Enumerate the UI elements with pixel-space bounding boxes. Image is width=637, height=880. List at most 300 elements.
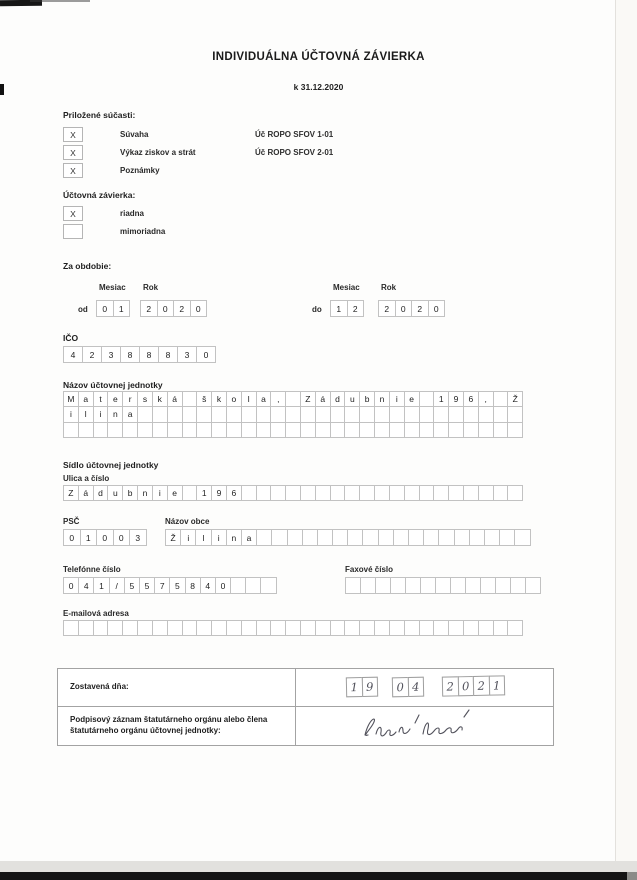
char-cell: a — [241, 529, 257, 546]
char-cell — [167, 620, 183, 636]
char-cell — [245, 577, 261, 594]
char-cell: l — [78, 406, 94, 422]
char-cell: d — [330, 391, 346, 407]
checkbox-vykaz — [63, 145, 83, 160]
char-cell: 8 — [185, 577, 201, 594]
period-from-month-label: Mesiac — [99, 283, 126, 292]
char-cell: 1 — [196, 485, 212, 501]
char-cell — [514, 529, 530, 546]
attachments-heading: Priložené súčasti: — [63, 110, 136, 120]
street-cells — [63, 485, 523, 501]
char-cell — [478, 620, 494, 636]
char-cell — [211, 422, 227, 438]
char-cell: l — [195, 529, 211, 546]
char-cell — [315, 422, 331, 438]
street-label: Ulica a číslo — [63, 474, 110, 483]
char-cell: , — [478, 391, 494, 407]
compiled-date-label: Zostavená dňa: — [58, 669, 296, 706]
char-cell — [359, 406, 375, 422]
char-cell — [93, 422, 109, 438]
char-cell — [495, 577, 511, 594]
char-cell — [270, 620, 286, 636]
char-cell: a — [122, 406, 138, 422]
char-cell — [389, 485, 405, 501]
char-cell — [344, 406, 360, 422]
char-cell — [389, 422, 405, 438]
char-cell — [270, 422, 286, 438]
char-cell — [448, 485, 464, 501]
char-cell — [167, 422, 183, 438]
char-cell — [344, 485, 360, 501]
char-cell: n — [226, 529, 242, 546]
char-cell — [300, 406, 316, 422]
ico-cells — [63, 346, 216, 363]
char-cell: 2 — [473, 676, 490, 696]
char-cell: 0 — [215, 577, 231, 594]
char-cell: i — [389, 391, 405, 407]
char-cell: 1 — [330, 300, 348, 317]
char-cell — [493, 422, 509, 438]
checkbox-mimoriadna — [63, 224, 83, 239]
char-cell: 8 — [120, 346, 140, 363]
char-cell — [137, 422, 153, 438]
char-cell — [374, 485, 390, 501]
char-cell: 1 — [433, 391, 449, 407]
footer-table — [57, 668, 554, 746]
char-cell — [122, 422, 138, 438]
char-cell — [469, 529, 485, 546]
entity-name-row-1 — [63, 391, 523, 407]
char-cell — [393, 529, 409, 546]
checkbox-poznamky — [63, 163, 83, 178]
char-cell — [285, 620, 301, 636]
char-cell — [374, 422, 390, 438]
char-cell: 0 — [113, 529, 131, 546]
period-to-year-label: Rok — [381, 283, 397, 292]
char-cell: 0 — [395, 300, 413, 317]
entity-name-grid — [63, 391, 523, 438]
period-to-year-cells — [378, 300, 445, 317]
char-cell — [420, 577, 436, 594]
char-cell: 0 — [196, 346, 216, 363]
char-cell — [63, 620, 79, 636]
char-cell — [317, 529, 333, 546]
char-cell — [152, 422, 168, 438]
char-cell: 5 — [169, 577, 185, 594]
char-cell: 2 — [442, 676, 459, 696]
char-cell: 6 — [226, 485, 242, 501]
char-cell — [359, 422, 375, 438]
char-cell — [389, 620, 405, 636]
char-cell: l — [241, 391, 257, 407]
char-cell: k — [211, 391, 227, 407]
char-cell: 6 — [463, 391, 479, 407]
char-cell — [484, 529, 500, 546]
char-cell — [405, 577, 421, 594]
char-cell: 2 — [378, 300, 396, 317]
char-cell — [167, 406, 183, 422]
char-cell: 2 — [173, 300, 191, 317]
char-cell — [300, 422, 316, 438]
attachment-code-suvaha: Úč ROPO SFOV 1-01 — [255, 130, 334, 139]
char-cell — [448, 406, 464, 422]
paper-right-margin — [616, 0, 637, 880]
char-cell — [182, 422, 198, 438]
char-cell: k — [152, 391, 168, 407]
char-cell: a — [78, 391, 94, 407]
compiled-day-cells — [346, 677, 378, 698]
char-cell — [419, 485, 435, 501]
char-cell: e — [107, 391, 123, 407]
char-cell: 4 — [407, 677, 424, 697]
char-cell — [302, 529, 318, 546]
char-cell: 0 — [157, 300, 175, 317]
char-cell — [419, 620, 435, 636]
scan-smudge-top — [30, 0, 90, 2]
entity-name-row-2 — [63, 406, 523, 422]
period-to-month-cells — [330, 300, 364, 317]
char-cell — [448, 422, 464, 438]
char-cell — [374, 620, 390, 636]
char-cell: 2 — [140, 300, 158, 317]
char-cell — [270, 485, 286, 501]
char-cell — [285, 485, 301, 501]
char-cell: 0 — [96, 300, 114, 317]
char-cell: á — [315, 391, 331, 407]
char-cell: Z — [300, 391, 316, 407]
char-cell — [211, 406, 227, 422]
char-cell: 1 — [93, 577, 109, 594]
char-cell — [260, 577, 276, 594]
char-cell — [423, 529, 439, 546]
char-cell: á — [167, 391, 183, 407]
char-cell — [419, 406, 435, 422]
char-cell — [152, 620, 168, 636]
char-cell: i — [180, 529, 196, 546]
char-cell — [463, 422, 479, 438]
char-cell: u — [344, 391, 360, 407]
char-cell: u — [107, 485, 123, 501]
char-cell: 1 — [488, 675, 505, 695]
char-cell — [287, 529, 303, 546]
char-cell: 1 — [80, 529, 98, 546]
char-cell — [226, 406, 242, 422]
char-cell — [419, 391, 435, 407]
char-cell — [448, 620, 464, 636]
attachment-label-poznamky: Poznámky — [120, 166, 160, 175]
char-cell — [256, 422, 272, 438]
char-cell: š — [196, 391, 212, 407]
char-cell: 4 — [200, 577, 216, 594]
period-from-label: od — [78, 305, 88, 314]
char-cell — [241, 620, 257, 636]
char-cell — [230, 577, 246, 594]
char-cell — [507, 422, 523, 438]
char-cell — [433, 620, 449, 636]
period-to-month-label: Mesiac — [333, 283, 360, 292]
char-cell — [241, 485, 257, 501]
char-cell — [330, 620, 346, 636]
char-cell — [107, 422, 123, 438]
checkbox-mark: X — [70, 208, 76, 219]
signature-label: Podpisový záznam štatutárneho orgánu alebo člena štatutárneho orgánu účtovnej jednotky: — [58, 707, 296, 745]
char-cell: 9 — [448, 391, 464, 407]
char-cell — [507, 406, 523, 422]
char-cell — [256, 620, 272, 636]
checkbox-riadna — [63, 206, 83, 221]
char-cell — [344, 620, 360, 636]
ico-label: IČO — [63, 333, 79, 343]
scan-black-bar-bottom — [0, 872, 627, 880]
city-label: Názov obce — [165, 517, 210, 526]
char-cell: i — [63, 406, 79, 422]
char-cell — [433, 422, 449, 438]
period-from-year-cells — [140, 300, 207, 317]
char-cell — [285, 391, 301, 407]
char-cell — [315, 406, 331, 422]
char-cell — [332, 529, 348, 546]
char-cell — [433, 485, 449, 501]
char-cell — [315, 485, 331, 501]
char-cell: i — [211, 529, 227, 546]
statement-type-label-riadna: riadna — [120, 209, 145, 218]
char-cell — [408, 529, 424, 546]
char-cell — [241, 406, 257, 422]
char-cell — [480, 577, 496, 594]
char-cell: a — [256, 391, 272, 407]
char-cell — [359, 485, 375, 501]
char-cell — [347, 529, 363, 546]
char-cell: Ž — [507, 391, 523, 407]
char-cell: 8 — [139, 346, 159, 363]
char-cell — [360, 577, 376, 594]
char-cell — [359, 620, 375, 636]
period-heading: Za obdobie: — [63, 261, 112, 271]
char-cell: r — [122, 391, 138, 407]
char-cell — [374, 406, 390, 422]
char-cell — [450, 577, 466, 594]
char-cell: 1 — [113, 300, 131, 317]
char-cell: á — [78, 485, 94, 501]
char-cell — [330, 406, 346, 422]
char-cell — [182, 406, 198, 422]
char-cell: 7 — [154, 577, 170, 594]
char-cell — [465, 577, 481, 594]
char-cell — [300, 485, 316, 501]
char-cell — [435, 577, 451, 594]
char-cell: 4 — [63, 346, 83, 363]
char-cell — [499, 529, 515, 546]
footer-row-signature — [58, 706, 553, 745]
char-cell — [226, 620, 242, 636]
zip-cells — [63, 529, 147, 546]
char-cell: 0 — [428, 300, 446, 317]
char-cell — [525, 577, 541, 594]
char-cell: 5 — [124, 577, 140, 594]
char-cell — [256, 529, 272, 546]
char-cell: e — [167, 485, 183, 501]
char-cell — [78, 620, 94, 636]
char-cell: 5 — [139, 577, 155, 594]
char-cell — [137, 620, 153, 636]
char-cell — [330, 485, 346, 501]
email-label: E-mailová adresa — [63, 609, 129, 618]
char-cell: 9 — [211, 485, 227, 501]
char-cell — [182, 620, 198, 636]
attachment-label-vykaz: Výkaz ziskov a strát — [120, 148, 196, 157]
email-cells — [63, 620, 523, 636]
char-cell — [419, 422, 435, 438]
char-cell: d — [93, 485, 109, 501]
char-cell: 2 — [347, 300, 365, 317]
statement-type-heading: Účtovná závierka: — [63, 190, 136, 200]
char-cell — [107, 620, 123, 636]
char-cell — [315, 620, 331, 636]
char-cell — [344, 422, 360, 438]
char-cell — [345, 577, 361, 594]
char-cell — [78, 422, 94, 438]
char-cell — [271, 529, 287, 546]
char-cell — [330, 422, 346, 438]
char-cell — [122, 620, 138, 636]
phone-label: Telefónne číslo — [63, 565, 121, 574]
char-cell — [478, 406, 494, 422]
char-cell — [285, 422, 301, 438]
checkbox-suvaha — [63, 127, 83, 142]
document-title: INDIVIDUÁLNA ÚČTOVNÁ ZÁVIERKA — [212, 51, 425, 63]
entity-name-row-3 — [63, 422, 523, 438]
char-cell — [493, 391, 509, 407]
char-cell: / — [109, 577, 125, 594]
footer-row-compiled — [58, 669, 553, 706]
char-cell — [507, 485, 523, 501]
period-to-label: do — [312, 305, 322, 314]
char-cell — [404, 620, 420, 636]
char-cell — [63, 422, 79, 438]
period-from-month-cells — [96, 300, 130, 317]
char-cell: o — [226, 391, 242, 407]
checkbox-mark: X — [70, 147, 76, 158]
char-cell: 0 — [190, 300, 208, 317]
char-cell: 3 — [177, 346, 197, 363]
char-cell — [256, 485, 272, 501]
char-cell: t — [93, 391, 109, 407]
char-cell — [493, 620, 509, 636]
char-cell — [463, 406, 479, 422]
char-cell — [510, 577, 526, 594]
char-cell — [389, 406, 405, 422]
char-cell: 0 — [63, 577, 79, 594]
char-cell — [378, 529, 394, 546]
char-cell: 0 — [457, 676, 474, 696]
signature-cell — [296, 707, 553, 745]
statement-type-label-mimoriadna: mimoriadna — [120, 227, 166, 236]
compiled-month-cells — [392, 677, 424, 698]
char-cell — [362, 529, 378, 546]
char-cell — [404, 406, 420, 422]
char-cell — [241, 422, 257, 438]
char-cell — [226, 422, 242, 438]
char-cell — [404, 422, 420, 438]
char-cell: i — [152, 485, 168, 501]
char-cell — [463, 620, 479, 636]
attachment-code-vykaz: Úč ROPO SFOV 2-01 — [255, 148, 334, 157]
char-cell: , — [270, 391, 286, 407]
char-cell: 0 — [96, 529, 114, 546]
char-cell — [256, 406, 272, 422]
compiled-date-cell — [296, 669, 553, 706]
char-cell: e — [404, 391, 420, 407]
char-cell: i — [93, 406, 109, 422]
char-cell — [285, 406, 301, 422]
compiled-year-cells — [442, 675, 505, 696]
phone-cells — [63, 577, 277, 594]
char-cell — [507, 620, 523, 636]
checkbox-mark: X — [70, 165, 76, 176]
char-cell — [478, 485, 494, 501]
char-cell: 9 — [361, 677, 378, 697]
char-cell — [137, 406, 153, 422]
zip-label: PSČ — [63, 517, 80, 526]
char-cell — [182, 391, 198, 407]
char-cell: 2 — [82, 346, 102, 363]
char-cell: 8 — [158, 346, 178, 363]
char-cell: M — [63, 391, 79, 407]
char-cell: n — [107, 406, 123, 422]
char-cell — [182, 485, 198, 501]
char-cell — [493, 485, 509, 501]
char-cell: n — [374, 391, 390, 407]
char-cell — [270, 406, 286, 422]
char-cell: s — [137, 391, 153, 407]
char-cell: b — [359, 391, 375, 407]
scan-black-bar-end — [627, 872, 637, 880]
char-cell — [493, 406, 509, 422]
char-cell: n — [137, 485, 153, 501]
char-cell — [152, 406, 168, 422]
char-cell — [93, 620, 109, 636]
char-cell — [438, 529, 454, 546]
char-cell — [300, 620, 316, 636]
entity-name-label: Názov účtovnej jednotky — [63, 380, 163, 390]
checkbox-mark: X — [70, 129, 76, 140]
char-cell: 2 — [411, 300, 429, 317]
fax-cells — [345, 577, 541, 594]
char-cell — [211, 620, 227, 636]
document-date-line: k 31.12.2020 — [293, 82, 344, 92]
char-cell — [196, 406, 212, 422]
char-cell: Ž — [165, 529, 181, 546]
char-cell — [463, 485, 479, 501]
paper-right-edge — [615, 0, 616, 880]
fax-label: Faxové číslo — [345, 565, 394, 574]
address-heading: Sídlo účtovnej jednotky — [63, 460, 159, 470]
char-cell — [390, 577, 406, 594]
char-cell — [375, 577, 391, 594]
attachment-label-suvaha: Súvaha — [120, 130, 149, 139]
char-cell: 4 — [78, 577, 94, 594]
city-cells — [165, 529, 531, 546]
char-cell — [404, 485, 420, 501]
char-cell — [454, 529, 470, 546]
char-cell: 3 — [129, 529, 147, 546]
period-from-year-label: Rok — [143, 283, 159, 292]
char-cell — [196, 422, 212, 438]
handwritten-signature — [351, 708, 541, 744]
char-cell: 0 — [392, 677, 409, 697]
char-cell: Z — [63, 485, 79, 501]
char-cell: b — [122, 485, 138, 501]
